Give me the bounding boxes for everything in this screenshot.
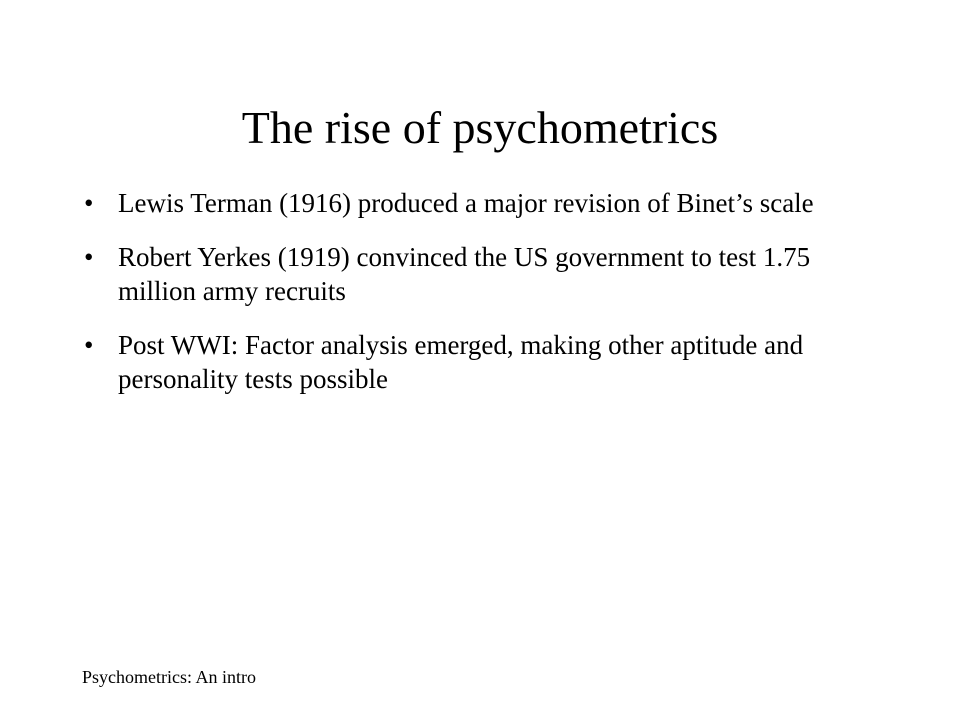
bullet-marker: •: [84, 242, 94, 272]
bullet-item: [84, 186, 844, 220]
bullet-item: [84, 240, 844, 308]
slide-footer: Psychometrics: An intro: [82, 667, 256, 687]
bullet-marker: •: [84, 188, 94, 218]
bullet-text: Lewis Terman (1916) produced a major revision of Binet’s scale: [118, 188, 814, 218]
bullet-text: Robert Yerkes (1919) convinced the US government to test 1.75 million army recruits: [118, 242, 811, 306]
bullet-list: [84, 186, 844, 416]
slide-title: The rise of psychometrics: [241, 102, 719, 153]
bullet-marker: •: [84, 330, 94, 360]
bullet-text: Post WWI: Factor analysis emerged, making other aptitude and personality tests possible: [118, 330, 804, 394]
bullet-item: [84, 328, 844, 396]
